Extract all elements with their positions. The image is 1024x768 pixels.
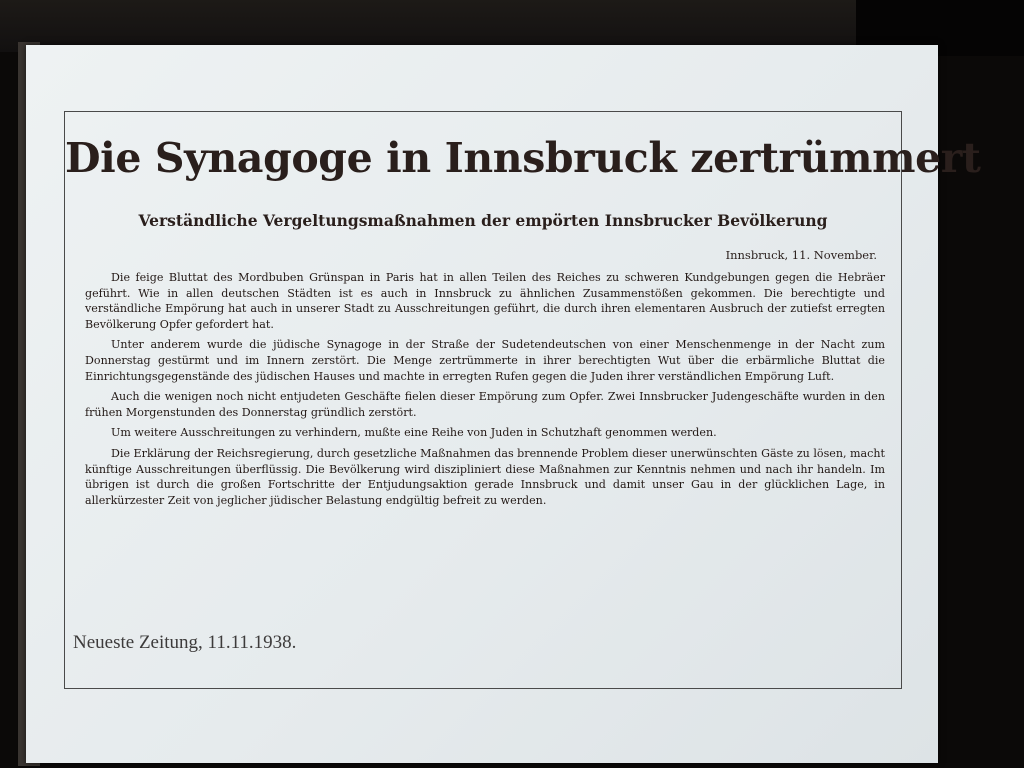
dateline: Innsbruck, 11. November. xyxy=(725,248,877,262)
subheadline: Verständliche Vergeltungsmaßnahmen der empörten Innsbrucker Bevölkerung xyxy=(138,211,828,230)
projection-screen xyxy=(26,45,981,763)
article-paragraph: Unter anderem wurde die jüdische Synagoge in der Straße der Sudetendeutschen von einer Menschenmenge in der Nacht zum Donnerstag gestürmt und im Innern zerstört. Die Menge zertrümmerte in ihrer berechtigten Wut über die erbärmliche Bluttat die Einrichtungsgegenstände des jüdischen Hauses und machte in erregten Rufen gegen die Juden ihrer verständlichen Empörung Luft. xyxy=(85,338,885,383)
headline: Die Synagoge in Innsbruck zertrümmert xyxy=(65,134,981,182)
article-paragraph: Die Erklärung der Reichsregierung, durch gesetzliche Maßnahmen das brennende Problem dieser unerwünschten Gäste zu lösen, macht künftige Ausschreitungen überflüssig. Die Bevölkerung wird diszipliniert diese Maßnahmen zur Kenntnis nehmen und nach ihr handeln. Im übrigen ist durch die großen Fortschritte der Entjudungsaktion gerade Innsbruck und damit unser Gau in der glücklichen Lage, in allerkürzester Zeit von jeglicher jüdischer Belastung endgültig befreit zu werden. xyxy=(85,446,885,507)
article-paragraph: Um weitere Ausschreitungen zu verhindern, mußte eine Reihe von Juden in Schutzhaft genommen werden. xyxy=(111,426,717,440)
article-paragraph: Die feige Bluttat des Mordbuben Grünspan in Paris hat in allen Teilen des Reiches zu schweren Kundgebungen gegen die Hebräer geführt. Wie in allen deutschen Städten ist es auch in Innsbruck zu ähnlichen Zusammenstößen gekommen. Die berechtigte und verständliche Empörung hat auch in unserer Stadt zu Ausschreitungen geführt, die durch ihren elementaren Ausbruch der zutiefst erregten Bevölkerung Opfer gefordert hat. xyxy=(85,271,885,331)
article-body xyxy=(85,270,885,513)
article-paragraph: Auch die wenigen noch nicht entjudeten Geschäfte fielen dieser Empörung zum Opfer. Zwei Innsbrucker Judengeschäfte wurden in den frühen Morgenstunden des Donnerstag gründlich zerstört. xyxy=(85,390,885,419)
newspaper-clipping-frame xyxy=(64,111,981,689)
source-citation: Neueste Zeitung, 11.11.1938. xyxy=(73,632,297,653)
